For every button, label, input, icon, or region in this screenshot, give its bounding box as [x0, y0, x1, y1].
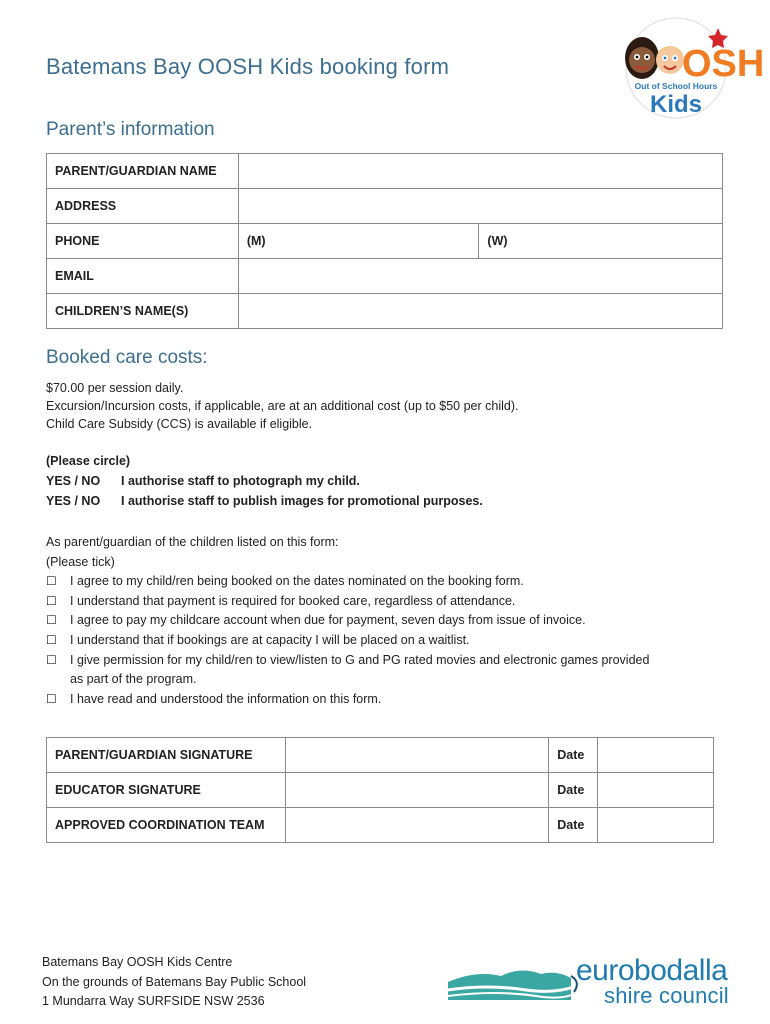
checkbox-icon[interactable]: ☐: [46, 574, 57, 589]
consent-publish: [46, 491, 483, 511]
coordination-team-label: APPROVED COORDINATION TEAM: [47, 808, 286, 843]
oosh-kids-logo: [618, 16, 765, 120]
checkbox-icon[interactable]: ☐: [46, 593, 57, 608]
parent-name-label: PARENT/GUARDIAN NAME: [47, 154, 239, 189]
agreement-text: I have read and understood the information on this form.: [70, 691, 382, 706]
cost-line: $70.00 per session daily.: [46, 381, 184, 395]
phone-work-field[interactable]: (W): [479, 224, 723, 259]
educator-date-field[interactable]: [598, 773, 714, 808]
checkbox-icon[interactable]: ☐: [46, 691, 57, 706]
agreement-intro: As parent/guardian of the children listed on this form:: [46, 535, 339, 549]
list-item: [46, 690, 676, 710]
parent-date-field[interactable]: [598, 738, 714, 773]
checkbox-icon[interactable]: ☐: [46, 632, 57, 647]
logo-subtitle: Out of School Hours: [634, 81, 718, 91]
table-row: [47, 259, 723, 294]
cost-line: Child Care Subsidy (CCS) is available if eligible.: [46, 417, 313, 431]
logo-child-face-right: [656, 46, 684, 74]
table-row: [47, 773, 714, 808]
logo-oosh-text: OSH: [682, 43, 765, 85]
list-item: [46, 631, 676, 651]
childrens-names-field[interactable]: [238, 294, 722, 329]
phone-mobile-field[interactable]: (M): [238, 224, 479, 259]
date-label: Date: [549, 808, 598, 843]
costs-text: [46, 379, 518, 433]
coordination-signature-field[interactable]: [285, 808, 548, 843]
educator-signature-field[interactable]: [285, 773, 548, 808]
agreement-text: I agree to my child/ren being booked on the dates nominated on the booking form.: [70, 574, 524, 589]
parent-info-table: [46, 153, 723, 329]
table-row: [47, 189, 723, 224]
list-item: [46, 611, 676, 631]
parent-signature-field[interactable]: [285, 738, 548, 773]
address-field[interactable]: [238, 189, 722, 224]
email-field[interactable]: [238, 259, 722, 294]
footer-line: Batemans Bay OOSH Kids Centre: [42, 955, 233, 969]
list-item: [46, 572, 676, 592]
date-label: Date: [549, 738, 598, 773]
table-row: [47, 154, 723, 189]
agreement-text: I agree to pay my childcare account when due for payment, seven days from issue of invoice.: [70, 613, 586, 628]
form-title: Batemans Bay OOSH Kids booking form: [46, 54, 450, 79]
date-label: Date: [549, 773, 598, 808]
educator-signature-label: EDUCATOR SIGNATURE: [47, 773, 286, 808]
phone-label: PHONE: [47, 224, 239, 259]
table-row: [47, 808, 714, 843]
checkbox-icon[interactable]: ☐: [46, 652, 57, 667]
consent-photograph: [46, 471, 483, 491]
agreement-text: I give permission for my child/ren to view/listen to G and PG rated movies and electronic games provided as part of the program.: [70, 652, 650, 687]
circle-instruction: (Please circle): [46, 454, 131, 468]
council-subtitle: shire council: [604, 983, 729, 1008]
email-label: EMAIL: [47, 259, 239, 294]
checkbox-icon[interactable]: ☐: [46, 613, 57, 628]
footer-line: 1 Mundarra Way SURFSIDE NSW 2536: [42, 994, 265, 1008]
yes-no-choice[interactable]: YES / NO: [46, 494, 101, 508]
agreement-text: I understand that if bookings are at capacity I will be placed on a waitlist.: [70, 632, 470, 647]
footer-line: On the grounds of Batemans Bay Public School: [42, 974, 307, 989]
agreement-list: [46, 533, 676, 709]
table-row: [47, 294, 723, 329]
photo-consent: [46, 451, 483, 511]
cost-line: Excursion/Incursion costs, if applicable, are at an additional cost (up to $50 per child).: [46, 399, 519, 413]
table-row: [47, 738, 714, 773]
signature-table: [46, 737, 714, 843]
costs-heading: Booked care costs:: [46, 347, 208, 368]
logo-child-face-left: [625, 37, 659, 79]
agreement-text: I understand that payment is required for booked care, regardless of attendance.: [70, 593, 516, 608]
address-label: ADDRESS: [47, 189, 239, 224]
parent-info-heading: Parent’s information: [46, 119, 215, 140]
consent-text: I authorise staff to publish images for promotional purposes.: [121, 494, 483, 508]
coordination-date-field[interactable]: [598, 808, 714, 843]
yes-no-choice[interactable]: YES / NO: [46, 474, 101, 488]
tick-instruction: (Please tick): [46, 554, 115, 569]
parent-signature-label: PARENT/GUARDIAN SIGNATURE: [47, 738, 286, 773]
list-item: [46, 592, 676, 612]
logo-kids-text: Kids: [649, 91, 703, 118]
footer-address: [42, 953, 306, 1012]
council-name: eurobodalla: [576, 954, 728, 987]
childrens-names-label: CHILDREN’S NAME(S): [47, 294, 239, 329]
parent-name-field[interactable]: [238, 154, 722, 189]
table-row: [47, 224, 723, 259]
consent-text: I authorise staff to photograph my child.: [121, 474, 360, 488]
list-item: [46, 651, 676, 690]
